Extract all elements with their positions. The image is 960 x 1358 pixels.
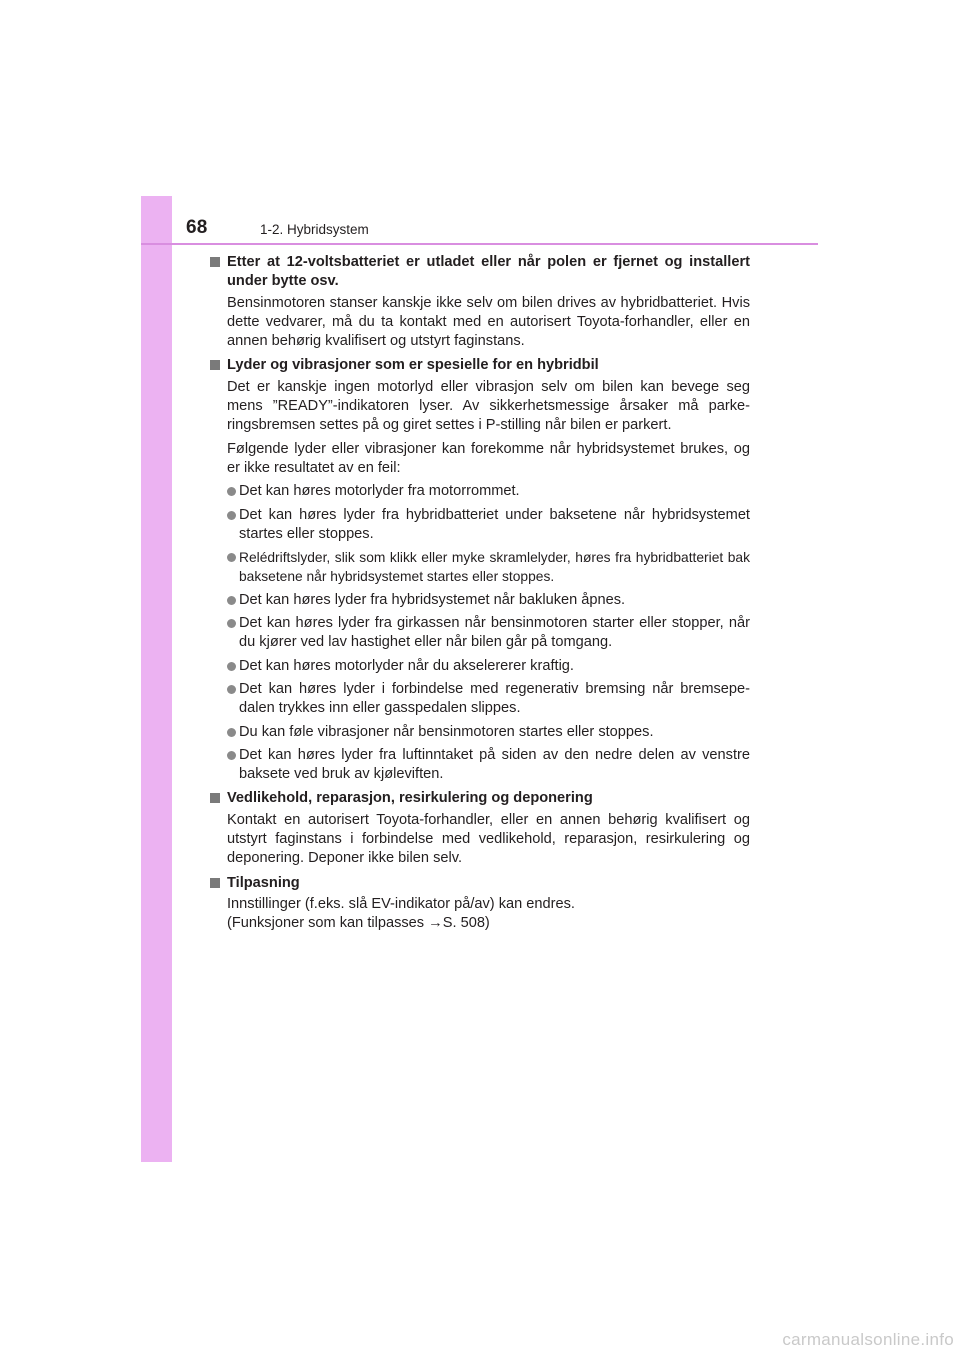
page-reference: (Funksjoner som kan tilpasses →S. 508) — [227, 915, 490, 932]
circle-bullet-icon — [227, 662, 236, 671]
list-item: Det kan høres lyder i forbindelse med regenerativ bremsing når bremsepe-dalen trykkes inn eller gasspedalen slippes. — [227, 680, 750, 719]
section-heading: Lyder og vibrasjoner som er spesielle for en hybridbil — [210, 356, 750, 375]
chapter-tab-bar — [141, 196, 172, 1162]
bullet-list — [210, 482, 750, 784]
circle-bullet-icon — [227, 685, 236, 694]
page-content — [210, 253, 750, 939]
watermark: carmanualsonline.info — [782, 1330, 954, 1349]
square-bullet-icon — [210, 878, 220, 888]
page-number: 68 — [186, 217, 208, 238]
list-item: Relédriftslyder, slik som klikk eller myke skramlelyder, høres fra hybridbatteriet bak baksetene når hybridsystemet startes eller stoppes. — [227, 548, 750, 587]
circle-bullet-icon — [227, 619, 236, 628]
square-bullet-icon — [210, 360, 220, 370]
circle-bullet-icon — [227, 511, 236, 520]
section-maintenance — [210, 789, 750, 868]
circle-bullet-icon — [227, 596, 236, 605]
circle-bullet-icon — [227, 751, 236, 760]
section-heading: Tilpasning — [210, 874, 750, 893]
section-title: 1-2. Hybridsystem — [260, 222, 369, 237]
list-item: Det kan høres lyder fra luftinntaket på siden av den nedre delen av venstre baksete ved bruk av kjøleviften. — [227, 746, 750, 785]
list-item: Det kan høres lyder fra girkassen når bensinmotoren starter eller stopper, når du kjører ved lav hastighet eller når bilen går på tomgang. — [227, 614, 750, 653]
list-item: Det kan høres lyder fra hybridsystemet når bakluken åpnes. — [227, 591, 750, 610]
paragraph: Bensinmotoren stanser kanskje ikke selv om bilen drives av hybridbatteriet. Hvis dette vedvarer, må du ta kontakt med en autorisert Toyota-forhandler, eller en annen behørig kvalifisert og utstyrt faginstans. — [227, 294, 750, 350]
paragraph: Innstillinger (f.eks. slå EV-indikator på/av) kan endres. — [227, 895, 575, 912]
list-item: Du kan føle vibrasjoner når bensinmotoren startes eller stoppes. — [227, 723, 750, 742]
square-bullet-icon — [210, 257, 220, 267]
header-divider — [141, 243, 818, 245]
section-hybrid-sounds — [210, 356, 750, 784]
list-item: Det kan høres lyder fra hybridbatteriet under baksetene når hybridsystemet startes eller stoppes. — [227, 506, 750, 545]
circle-bullet-icon — [227, 487, 236, 496]
circle-bullet-icon — [227, 553, 236, 562]
list-item: Det kan høres motorlyder når du akselererer kraftig. — [227, 657, 750, 676]
section-12v-battery — [210, 253, 750, 351]
section-heading: Vedlikehold, reparasjon, resirkulering og deponering — [210, 789, 750, 808]
square-bullet-icon — [210, 793, 220, 803]
circle-bullet-icon — [227, 728, 236, 737]
paragraph: Følgende lyder eller vibrasjoner kan forekomme når hybridsystemet brukes, og er ikke resultatet av en feil: — [227, 440, 750, 476]
section-customization — [210, 874, 750, 934]
paragraph: Det er kanskje ingen motorlyd eller vibrasjon selv om bilen kan bevege seg mens ”READY”-indikatoren lyser. Av sikkerhetsmessige årsaker må parke-ringsbremsen settes på og giret settes i P-stilling når bilen er parkert. — [227, 378, 750, 434]
paragraph: Kontakt en autorisert Toyota-forhandler, eller en annen behørig kvalifisert og utstyrt faginstans i forbindelse med vedlikehold, reparasjon, resirkulering og deponering. Deponer ikke bilen selv. — [227, 811, 750, 867]
section-heading: Etter at 12-voltsbatteriet er utladet eller når polen er fjernet og installert under bytte osv. — [210, 253, 750, 292]
list-item: Det kan høres motorlyder fra motorrommet. — [227, 482, 750, 501]
